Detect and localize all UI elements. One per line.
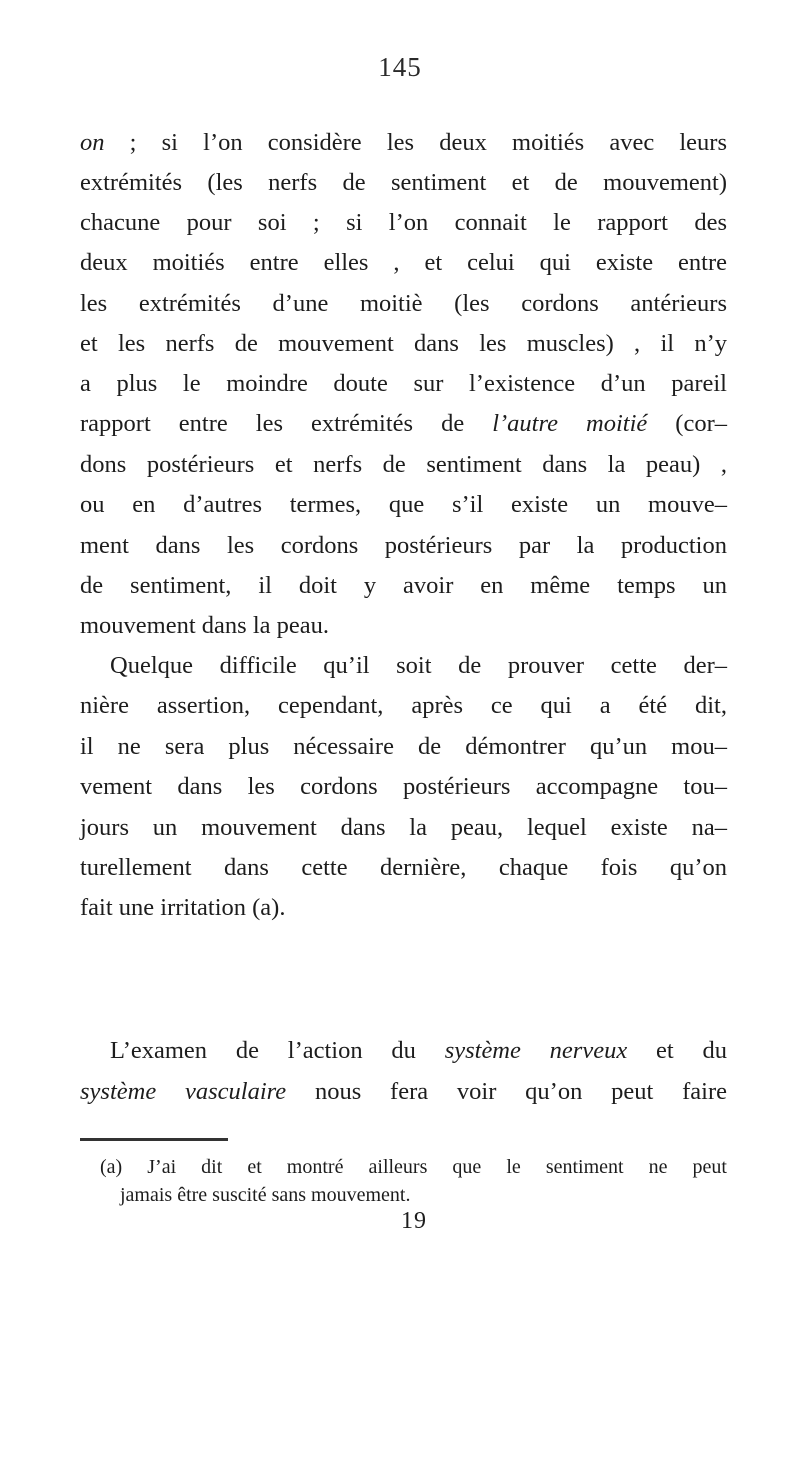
footnote-separator	[80, 1138, 228, 1141]
text-line: mouvement dans la peau.	[80, 612, 330, 639]
text-line: les extrémités d’une moitiè (les cordons antérieurs	[80, 290, 727, 317]
text-line: extrémités (les nerfs de sentiment et de mouvement)	[80, 169, 727, 196]
text-line: vement dans les cordons postérieurs accompagne tou–	[80, 773, 727, 800]
text-line: de sentiment, il doit y avoir en même temps un	[80, 572, 727, 599]
footnote-line: (a) J’ai dit et montré ailleurs que le sentiment ne peut	[100, 1156, 727, 1178]
text-line: rapport entre les extrémités de l’autre moitié (cor–	[80, 410, 727, 437]
text-line: système vasculaire nous fera voir qu’on peut faire	[80, 1078, 728, 1105]
text-line: chacune pour soi ; si l’on connait le rapport des	[80, 209, 727, 236]
text-line: jours un mouvement dans la peau, lequel existe na–	[80, 814, 727, 841]
page-number: 145	[378, 52, 422, 82]
text-line: a plus le moindre doute sur l’existence d’un pareil	[80, 370, 727, 397]
text-line: turellement dans cette dernière, chaque fois qu’on	[80, 854, 727, 881]
text-line: nière assertion, cependant, après ce qui a été dit,	[80, 692, 727, 719]
text-line: fait une irritation (a).	[80, 894, 286, 921]
text-line: ou en d’autres termes, que s’il existe un mouve–	[80, 491, 727, 518]
text-line: dons postérieurs et nerfs de sentiment dans la peau) ,	[80, 451, 727, 478]
text-line: deux moitiés entre elles , et celui qui existe entre	[80, 249, 727, 276]
text-line: Quelque difficile qu’il soit de prouver cette der–	[110, 652, 727, 679]
text-line: il ne sera plus nécessaire de démontrer qu’un mou–	[80, 733, 727, 760]
signature-mark: 19	[401, 1208, 427, 1234]
text-line: on ; si l’on considère les deux moitiés avec leurs	[80, 129, 727, 156]
text-line: et les nerfs de mouvement dans les muscles) , il n’y	[80, 330, 727, 357]
text-line: ment dans les cordons postérieurs par la production	[80, 532, 727, 559]
text-line: L’examen de l’action du système nerveux et du	[110, 1037, 727, 1064]
footnote-line: jamais être suscité sans mouvement.	[120, 1184, 411, 1206]
